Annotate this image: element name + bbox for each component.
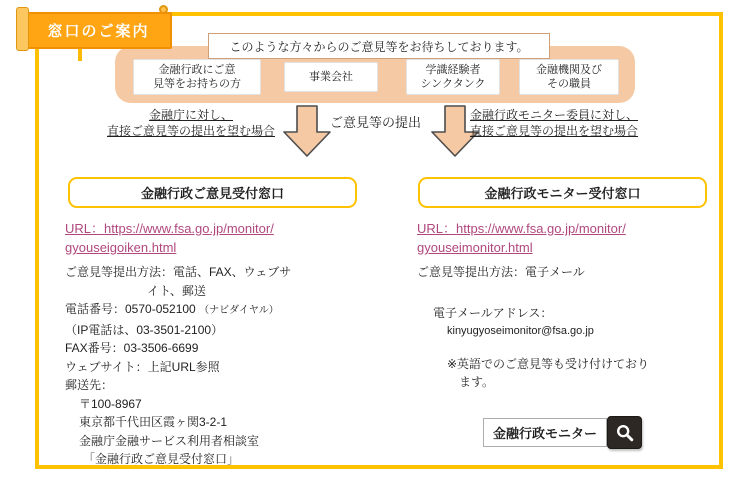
audience-line: 事業会社 bbox=[309, 70, 353, 83]
website-line: ウェブサイト：上記URL参照 bbox=[65, 359, 220, 374]
ip-phone-line: （IP電話は、03-3501-2100） bbox=[65, 322, 224, 337]
caption-direct-to-fsa bbox=[100, 107, 282, 139]
audience-line: 金融機関及び bbox=[536, 63, 602, 76]
phone-number: 電話番号：0570-052100 bbox=[65, 302, 196, 316]
monitor-desk-details bbox=[417, 263, 712, 392]
audience-line: 見等をお持ちの方 bbox=[153, 78, 241, 90]
method-line: ご意見等提出方法：電話、FAX、ウェブサ bbox=[65, 265, 292, 279]
method-line-continued: イト、郵送 bbox=[147, 283, 206, 298]
address-line-3: 「金融行政ご意見受付窓口」 bbox=[83, 452, 240, 466]
page-title: 窓口のご案内 bbox=[25, 12, 172, 49]
audience-line: その職員 bbox=[547, 78, 591, 90]
fax-line: FAX番号：03-3506-6699 bbox=[65, 341, 199, 355]
opinion-desk-url bbox=[65, 219, 274, 257]
search-icon bbox=[615, 423, 635, 443]
caption-line: 金融行政モニター委員に対し、 bbox=[469, 108, 638, 122]
phone-line bbox=[65, 300, 373, 321]
monitor-desk-url-link[interactable]: gyouseimonitor.html bbox=[417, 240, 533, 255]
address-line-1: 東京都千代田区霞ヶ関3-2-1 bbox=[79, 415, 228, 429]
search-input[interactable]: 金融行政モニター bbox=[483, 418, 607, 447]
email-address: kinyugyoseimonitor@fsa.go.jp bbox=[447, 325, 594, 337]
opinion-desk-details bbox=[65, 263, 373, 469]
address-line-2: 金融庁金融サービス利用者相談室 bbox=[79, 433, 260, 448]
intro-message: このような方々からのご意見等をお待ちしております。 bbox=[208, 33, 550, 59]
audience-box-opinion-holders bbox=[133, 59, 261, 95]
phone-note: （ナビダイヤル） bbox=[199, 305, 279, 316]
audience-box-business-companies bbox=[284, 62, 378, 92]
monitor-desk-url-link[interactable]: URL：https://www.fsa.go.jp/monitor/ bbox=[417, 221, 626, 236]
audience-line: 金融行政にご意 bbox=[158, 63, 236, 76]
search-button[interactable] bbox=[607, 416, 642, 449]
postal-code: 〒100-8967 bbox=[79, 396, 142, 411]
caption-line: 金融庁に対し、 bbox=[148, 108, 233, 122]
audience-box-financial-institutions bbox=[519, 59, 619, 95]
opinion-desk-title-box: 金融行政ご意見受付窓口 bbox=[68, 177, 357, 208]
english-note-line: ※英語でのご意見等も受け付けており bbox=[447, 356, 650, 371]
email-address-label: 電子メールアドレス： bbox=[433, 305, 553, 320]
scroll-roll-icon bbox=[16, 7, 29, 51]
audience-box-academics-thinktank bbox=[406, 59, 500, 95]
caption-line: 直接ご意見等の提出を望む場合 bbox=[106, 124, 275, 138]
monitor-desk-url bbox=[417, 219, 626, 257]
caption-submission: ご意見等の提出 bbox=[330, 115, 422, 130]
opinion-desk-url-link[interactable]: gyouseigoiken.html bbox=[65, 240, 177, 255]
english-note-line: ます。 bbox=[459, 375, 495, 389]
audience-line: シンクタンク bbox=[420, 78, 486, 90]
monitor-desk-title-box: 金融行政モニター受付窓口 bbox=[418, 177, 707, 208]
opinion-desk-url-link[interactable]: URL：https://www.fsa.go.jp/monitor/ bbox=[65, 221, 274, 236]
down-arrow-left-icon bbox=[283, 105, 331, 157]
mailing-label: 郵送先： bbox=[65, 378, 114, 392]
caption-line: 直接ご意見等の提出を望む場合 bbox=[469, 124, 638, 138]
caption-direct-to-monitor bbox=[458, 107, 650, 139]
audience-line: 学識経験者 bbox=[425, 63, 481, 76]
email-method-line: ご意見等提出方法：電子メール bbox=[417, 265, 585, 279]
